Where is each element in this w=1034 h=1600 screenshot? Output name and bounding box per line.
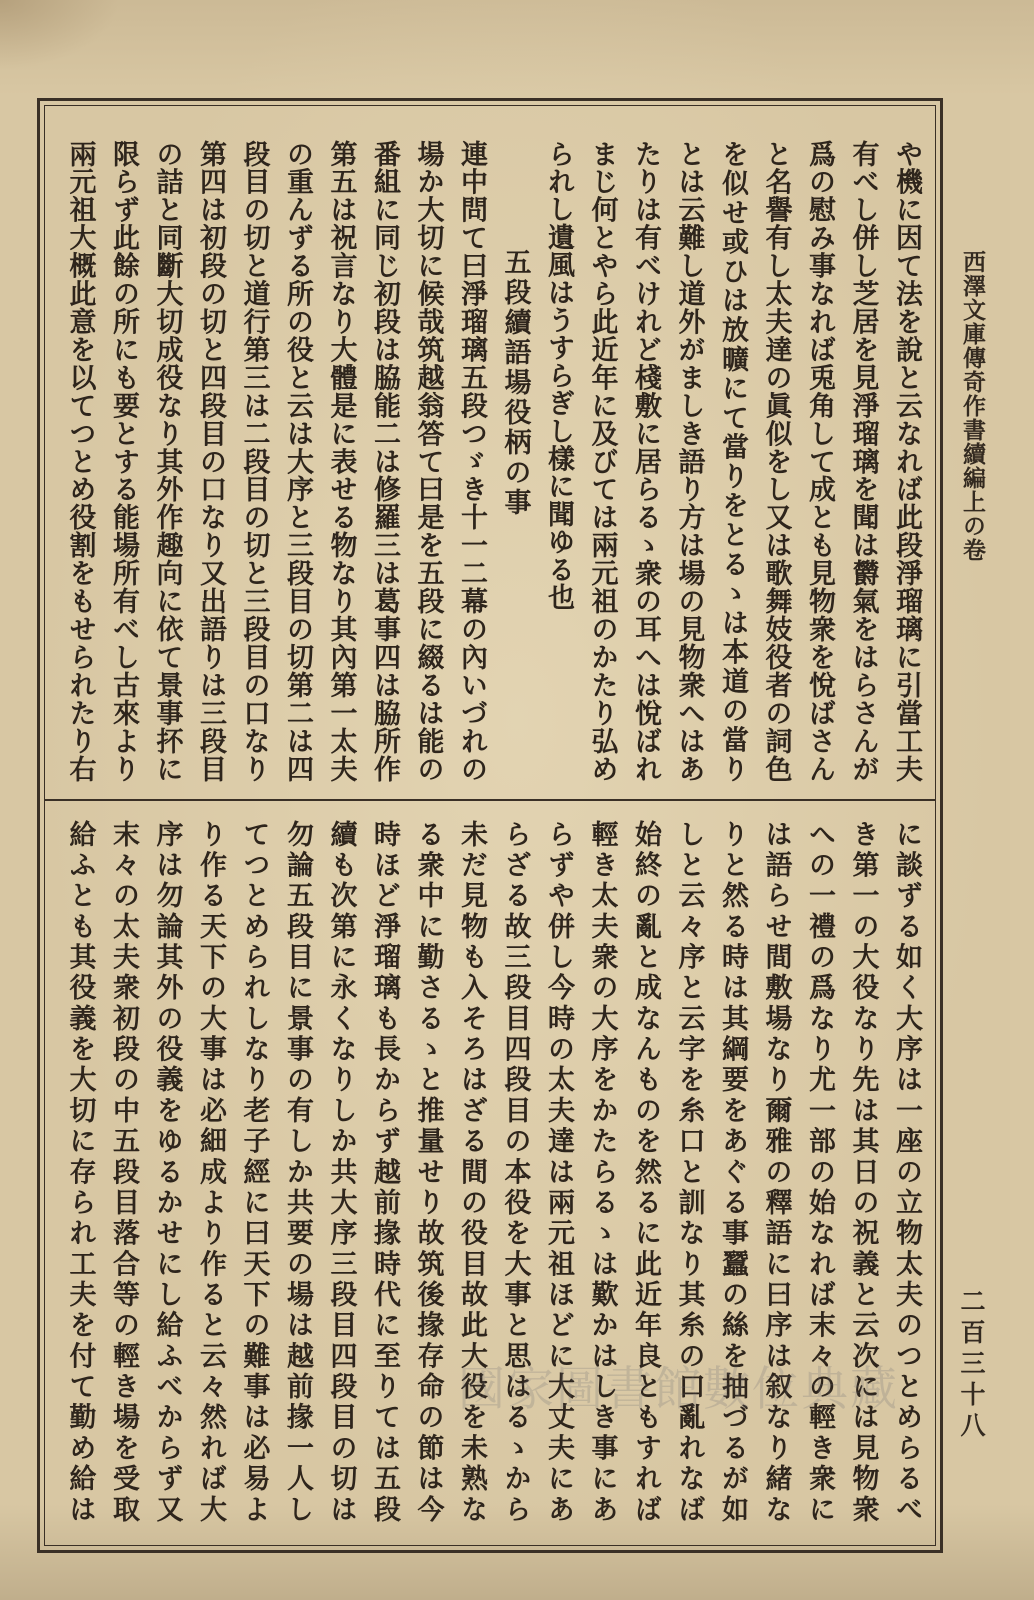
upper-text-column-11: 連中問て曰淨瑠璃五段つゞき十一二幕の內いづれの <box>456 140 487 782</box>
lower-text-column-13: 時ほど淨瑠璃も長からず越前掾時代に至りては五段 <box>369 820 400 1522</box>
running-header: 西澤文庫傳奇作書續編上の卷 <box>959 250 986 562</box>
upper-text-column-6: とは云難し道外がましき語り方は場の見物衆へはあ <box>673 140 705 782</box>
upper-text-column-19: 限らず此餘の所にも要とする能場所有べし古來より <box>108 140 139 782</box>
lower-text-column-20: 給ふとも其役義を大切に存られ工夫を付て勤め給は <box>64 820 96 1522</box>
lower-text-column-1: に談ずる如く大序は一座の立物太夫のつとめらるべ <box>891 820 922 1522</box>
upper-text-column-12: 場か大切に候哉筑越翁答て曰是を五段に綴るは能の <box>412 140 444 782</box>
upper-text-column-15: の重んずる所の役と云は大序と三段目の切第二は四 <box>282 140 313 782</box>
lower-text-column-14: 續も次第に永くなりしか共大序三段目四段目の切は <box>325 820 357 1522</box>
upper-text-column-7: たりは有べけれど棧敷に居らるゝ衆の耳へは悅ばれ <box>630 140 661 782</box>
upper-text-column-2: 有べし併し芝居を見淨瑠璃を聞は欝氣をはらさんが <box>847 140 879 782</box>
upper-text-column-8: まじ何とやら此近年に及びては兩元祖のかたり弘め <box>586 140 618 782</box>
upper-text-column-18: の詰と同斷大切成役なり其外作趣向に依て景事抔に <box>151 140 183 782</box>
upper-text-column-4: と名譽有し太夫達の眞似をし又は歌舞妓役者の詞色 <box>760 140 792 782</box>
upper-text-block <box>58 140 928 782</box>
lower-text-column-7: 始終の亂と成なんものを然るに此近年良ともすれば <box>630 820 661 1522</box>
lower-text-column-19: 末々の太夫衆初段の中五段目落合等の輕き場を受取 <box>108 820 139 1522</box>
lower-text-column-12: る衆中に勤さるゝと推量せり故筑後掾存命の節は今 <box>412 820 444 1522</box>
upper-text-column-5: を似せ或ひは放曠にて當りをとるゝは本道の當り <box>717 140 748 782</box>
upper-text-column-13: 番組に同じ初段は脇能二は修羅三は葛事四は脇所作 <box>369 140 400 782</box>
lower-text-column-17: り作る天下の大事は必細成より作ると云々然れば大 <box>195 820 226 1522</box>
page-number: 二百三十八 <box>957 1288 986 1443</box>
lower-text-column-11: 未だ見物も入そろはざる間の役目故此大役を未熟な <box>456 820 487 1522</box>
library-watermark: 國家圖書館數位典藏 <box>458 1362 899 1417</box>
section-divider <box>44 799 936 801</box>
upper-text-column-9: られし遺風はうすらぎし樣に聞ゆる也 <box>543 140 574 611</box>
lower-text-column-9: らずや併し今時の太夫達は兩元祖ほどに大丈夫にあ <box>543 820 574 1522</box>
lower-text-column-2: き第一の大役なり先は其日の祝義と云次には見物衆 <box>847 820 879 1522</box>
lower-text-column-15: 勿論五段目に景事の有しか共要の場は越前掾一人し <box>282 820 313 1522</box>
upper-text-column-14: 第五は祝言なり大體是に表せる物なり其內第一太夫 <box>325 140 357 782</box>
paper-wear <box>0 0 120 70</box>
upper-text-column-3: 爲の慰み事なれば兎角して成とも見物衆を悅ばさん <box>804 140 835 782</box>
lower-text-column-16: てつとめられしなり老子經に曰天下の難事は必易よ <box>238 820 270 1522</box>
lower-text-column-5: りと然る時は其綱要をあぐる事蠶の絲を抽づるが如 <box>717 820 748 1522</box>
upper-text-column-20: 兩元祖大概此意を以てつとめ役割をもせられたり右 <box>64 140 96 782</box>
lower-text-column-8: 輕き太夫衆の大序をかたらるゝは歎かはしき事にあ <box>586 820 618 1522</box>
upper-text-column-1: や機に因て法を說と云なれば此段淨瑠璃に引當工夫 <box>891 140 922 782</box>
upper-text-column-17: 第四は初段の切と四段目の口なり又出語りは三段目 <box>195 140 226 782</box>
section-heading: 五段續語場役柄の事 <box>499 248 531 518</box>
lower-text-column-18: 序は勿論其外の役義をゆるかせにし給ふべからず又 <box>151 820 183 1522</box>
lower-text-column-3: への一禮の爲なり尤一部の始なれば末々の輕き衆に <box>804 820 835 1522</box>
lower-text-column-10: らざる故三段目四段目の本役を大事と思はるゝから <box>499 820 531 1522</box>
lower-text-column-6: しと云々序と云字を糸口と訓なり其糸の口亂れなば <box>673 820 705 1522</box>
lower-text-block <box>58 820 928 1522</box>
lower-text-column-4: は語らせ間敷場なり爾雅の釋語に曰序は叙なり緒な <box>760 820 792 1522</box>
upper-text-column-16: 段目の切と道行第三は二段目の切と三段目の口なり <box>238 140 270 782</box>
